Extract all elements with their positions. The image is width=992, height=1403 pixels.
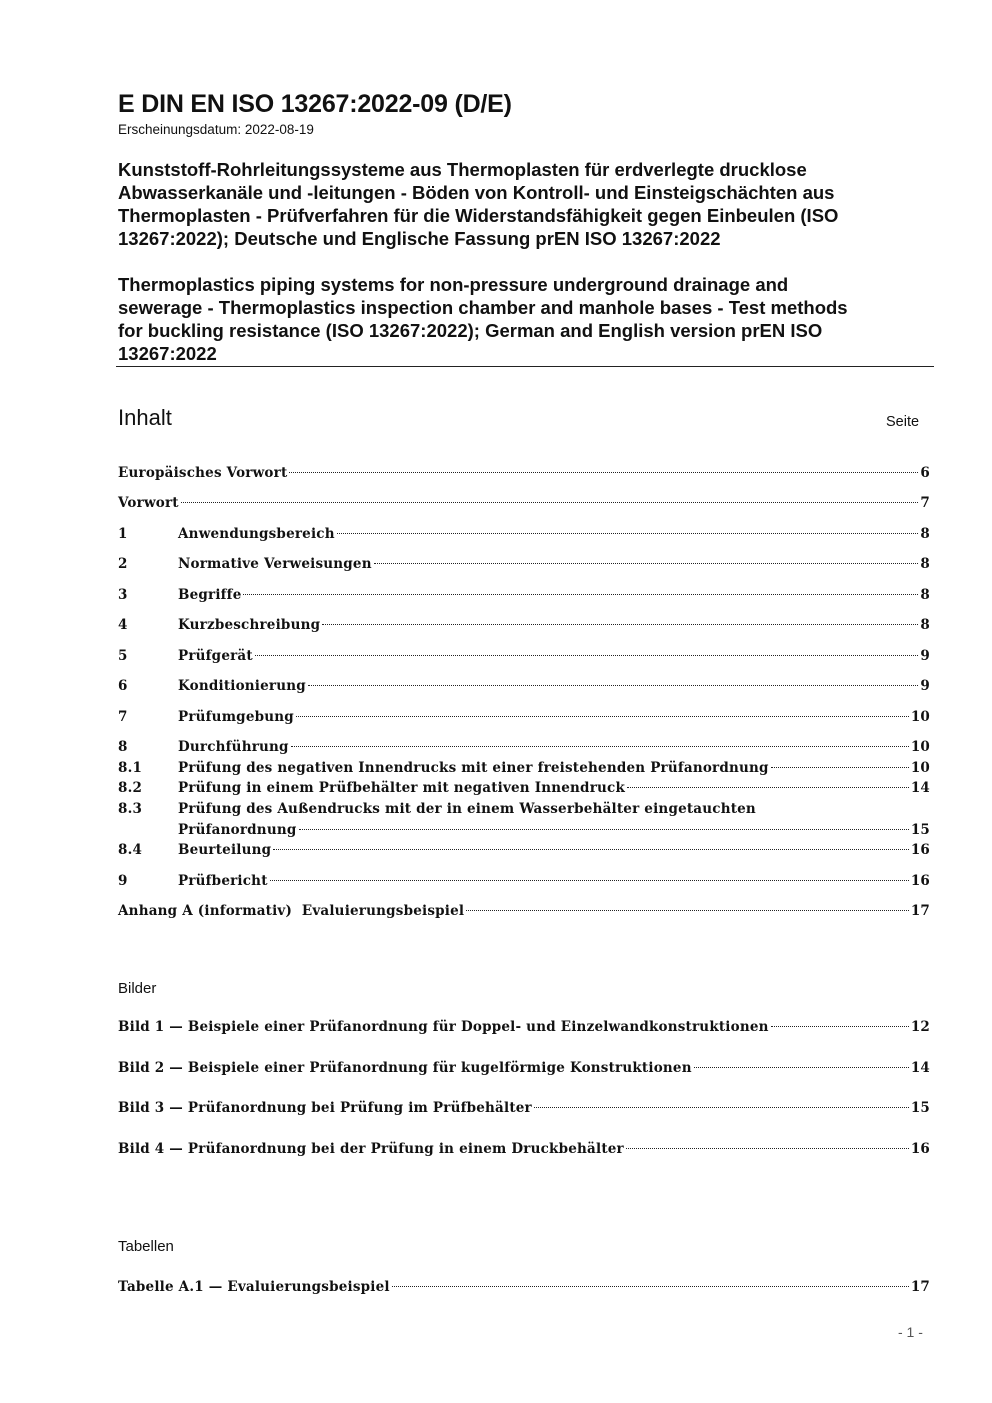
toc-entry-4[interactable] (118, 615, 930, 635)
toc-entry-title: Anhang A (informativ) Evaluierungsbeispiel (118, 903, 465, 919)
toc-entry-number: 5 (118, 648, 128, 664)
toc-entry-number: 2 (118, 556, 128, 572)
figure-entry-4[interactable] (118, 1139, 930, 1159)
table-entry-a1[interactable] (118, 1277, 930, 1297)
publication-date: Erscheinungsdatum: 2022-08-19 (118, 122, 314, 137)
toc-entry-6[interactable] (118, 676, 930, 696)
toc-entry-title: Prüfumgebung (178, 709, 294, 725)
toc-entry-page: 10 (910, 760, 930, 776)
toc-entry-8-1[interactable] (118, 758, 930, 778)
title-divider (116, 366, 934, 367)
toc-leader-dots (291, 746, 909, 747)
toc-entry-title: Konditionierung (178, 678, 306, 694)
title-german-line: Abwasserkanäle und -leitungen - Böden von Kontroll- und Einsteigschächten aus (118, 182, 835, 203)
toc-entry-9[interactable] (118, 871, 930, 891)
toc-entry-title: Prüfung in einem Prüfbehälter mit negativen Innendruck (178, 780, 625, 796)
toc-entry-page: 14 (910, 780, 930, 796)
toc-leader-dots (273, 849, 909, 850)
toc-entry-page: 16 (910, 842, 930, 858)
toc-entry-page: 10 (910, 739, 930, 755)
toc-entry-8[interactable] (118, 737, 930, 757)
toc-entry-1[interactable] (118, 524, 930, 544)
figure-entry-page: 15 (910, 1100, 930, 1116)
toc-leader-dots (299, 829, 909, 830)
toc-entry-title: Prüfung des negativen Innendrucks mit einer freistehenden Prüfanordnung (178, 760, 769, 776)
toc-entry-title: Prüfgerät (178, 648, 253, 664)
toc-entry-page: 8 (920, 556, 930, 572)
figure-entry-title: Bild 4 — Prüfanordnung bei der Prüfung in einem Druckbehälter (118, 1141, 624, 1157)
toc-entry-number: 9 (118, 873, 128, 889)
toc-entry-number: 8.2 (118, 780, 143, 796)
title-german-line: Thermoplasten - Prüfverfahren für die Widerstandsfähigkeit gegen Einbeulen (ISO (118, 205, 839, 226)
figure-entry-page: 16 (910, 1141, 930, 1157)
toc-entry-title: Europäisches Vorwort (118, 465, 288, 481)
title-german-line: 13267:2022); Deutsche und Englische Fassung prEN ISO 13267:2022 (118, 228, 721, 249)
toc-entry-7[interactable] (118, 707, 930, 727)
figure-entry-title: Bild 2 — Beispiele einer Prüfanordnung für kugelförmige Konstruktionen (118, 1060, 692, 1076)
tables-heading: Tabellen (118, 1238, 174, 1255)
toc-entry-page: 9 (920, 678, 930, 694)
toc-entry-annex-a[interactable] (118, 901, 930, 921)
toc-entry-number: 6 (118, 678, 128, 694)
toc-heading: Inhalt (118, 405, 172, 430)
toc-leader-dots (289, 472, 918, 473)
toc-leader-dots (771, 767, 909, 768)
toc-leader-dots (296, 716, 909, 717)
toc-entry-3[interactable] (118, 585, 930, 605)
toc-entry-8-3[interactable] (118, 820, 930, 840)
toc-leader-dots (270, 880, 909, 881)
toc-entry-title: Anwendungsbereich (178, 526, 335, 542)
toc-entry-page: 6 (920, 465, 930, 481)
toc-leader-dots (534, 1107, 909, 1108)
toc-entry-page: 15 (910, 822, 930, 838)
toc-entry-page: 10 (910, 709, 930, 725)
figures-heading: Bilder (118, 980, 157, 997)
page-column-label: Seite (886, 414, 920, 430)
title-english-line: Thermoplastics piping systems for non-pressure underground drainage and (118, 274, 789, 295)
toc-entry-number: 4 (118, 617, 128, 633)
toc-entry-number: 8.1 (118, 760, 143, 776)
toc-entry-page: 17 (910, 903, 930, 919)
toc-entry-european-foreword[interactable] (118, 463, 930, 483)
toc-entry-number: 8.4 (118, 842, 143, 858)
toc-entry-number: 8.3 (118, 801, 143, 817)
toc-leader-dots (392, 1286, 909, 1287)
table-entry-page: 17 (910, 1279, 930, 1295)
toc-entry-page: 8 (920, 587, 930, 603)
figure-entry-page: 14 (910, 1060, 930, 1076)
toc-entry-page: 16 (910, 873, 930, 889)
toc-entry-title: Normative Verweisungen (178, 556, 372, 572)
toc-entry-title-continuation: Prüfanordnung (178, 822, 297, 838)
figure-entry-2[interactable] (118, 1058, 930, 1078)
toc-entry-page: 7 (920, 495, 930, 511)
toc-leader-dots (308, 685, 918, 686)
toc-entry-8-4[interactable] (118, 840, 930, 860)
title-german-line: Kunststoff-Rohrleitungssysteme aus Thermoplasten für erdverlegte drucklose (118, 159, 807, 180)
toc-entry-title: Vorwort (118, 495, 179, 511)
toc-entry-number: 8 (118, 739, 128, 755)
toc-leader-dots (255, 655, 919, 656)
toc-entry-title: Prüfung des Außendrucks mit der in einem Wasserbehälter eingetauchten (178, 801, 756, 817)
title-german (118, 158, 933, 250)
toc-leader-dots (374, 563, 919, 564)
toc-entry-page: 8 (920, 526, 930, 542)
table-entry-title: Tabelle A.1 — Evaluierungsbeispiel (118, 1279, 390, 1295)
figure-entry-page: 12 (910, 1019, 930, 1035)
figure-entry-3[interactable] (118, 1098, 930, 1118)
title-english-line: 13267:2022 (118, 343, 217, 364)
toc-entry-8-3-line1[interactable] (118, 799, 756, 819)
toc-entry-number: 1 (118, 526, 128, 542)
title-english-line: for buckling resistance (ISO 13267:2022); German and English version prEN ISO (118, 320, 823, 341)
toc-entry-8-2[interactable] (118, 778, 930, 798)
toc-leader-dots (181, 502, 919, 503)
toc-leader-dots (771, 1026, 909, 1027)
document-id: E DIN EN ISO 13267:2022-09 (D/E) (118, 90, 512, 118)
toc-leader-dots (627, 787, 909, 788)
toc-entry-foreword[interactable] (118, 493, 930, 513)
toc-entry-title: Begriffe (178, 587, 242, 603)
figure-entry-1[interactable] (118, 1017, 930, 1037)
toc-entry-title: Prüfbericht (178, 873, 268, 889)
toc-leader-dots (243, 594, 918, 595)
toc-entry-2[interactable] (118, 554, 930, 574)
toc-leader-dots (694, 1067, 909, 1068)
figure-entry-title: Bild 1 — Beispiele einer Prüfanordnung für Doppel- und Einzelwandkonstruktionen (118, 1019, 769, 1035)
toc-entry-5[interactable] (118, 646, 930, 666)
toc-leader-dots (626, 1148, 909, 1149)
toc-entry-number: 3 (118, 587, 128, 603)
title-english (118, 273, 933, 365)
toc-leader-dots (466, 910, 909, 911)
figure-entry-title: Bild 3 — Prüfanordnung bei Prüfung im Prüfbehälter (118, 1100, 532, 1116)
toc-leader-dots (322, 624, 918, 625)
page-number: - 1 - (898, 1324, 923, 1340)
toc-entry-page: 8 (920, 617, 930, 633)
toc-entry-title: Kurzbeschreibung (178, 617, 321, 633)
toc-leader-dots (337, 533, 919, 534)
toc-entry-number: 7 (118, 709, 128, 725)
toc-entry-title: Beurteilung (178, 842, 272, 858)
toc-entry-title: Durchführung (178, 739, 289, 755)
title-english-line: sewerage - Thermoplastics inspection chamber and manhole bases - Test methods (118, 297, 848, 318)
toc-entry-page: 9 (920, 648, 930, 664)
